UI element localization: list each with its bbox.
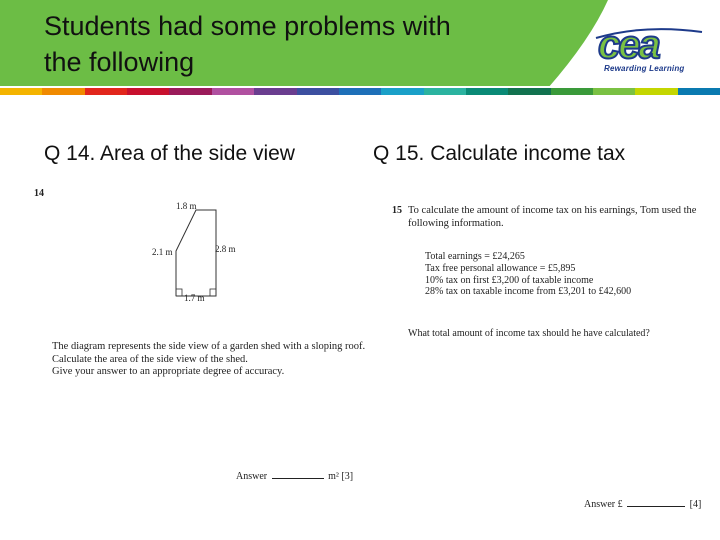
q14-question-text xyxy=(52,341,366,379)
q14-line: Give your answer to an appropriate degree of accuracy. xyxy=(52,366,285,377)
q14-answer-marks: [3] xyxy=(341,471,354,482)
stripe-segment xyxy=(551,88,593,95)
q15-question-text: What total amount of income tax should he have calculated? xyxy=(408,328,650,339)
q15-answer-line xyxy=(584,497,701,510)
stripe-segment xyxy=(42,88,84,95)
q14-answer-line xyxy=(236,469,353,482)
q14-line: The diagram represents the side view of a garden shed with a sloping roof. xyxy=(52,341,366,352)
q15-intro-line: following information. xyxy=(408,217,504,229)
q15-answer-blank xyxy=(627,497,685,507)
q14-answer-blank xyxy=(272,469,324,479)
q14-answer-unit: m² xyxy=(328,471,339,482)
dim-right-label: 2.8 m xyxy=(215,244,236,254)
dim-left-label: 2.1 m xyxy=(152,247,173,257)
q14-answer-label: Answer xyxy=(236,471,268,482)
stripe-segment xyxy=(466,88,508,95)
q15-answer-marks: [4] xyxy=(689,499,702,510)
logo-tagline: Rewarding Learning xyxy=(604,64,685,73)
q15-info-item: 28% tax on taxable income from £3,201 to £42,600 xyxy=(425,286,632,298)
q15-intro-line: To calculate the amount of income tax on his earnings, Tom used the xyxy=(408,205,697,216)
page-title: Students had some problems with the following xyxy=(44,11,451,77)
stripe-segment xyxy=(593,88,635,95)
stripe-segment xyxy=(297,88,339,95)
stripe-segment xyxy=(508,88,550,95)
stripe-segment xyxy=(678,88,720,95)
stripe-segment xyxy=(212,88,254,95)
q15-heading: Q 15. Calculate income tax xyxy=(373,142,626,165)
q15-info-item: Total earnings = £24,265 xyxy=(425,251,525,262)
color-stripe xyxy=(0,88,720,95)
dim-top-label: 1.8 m xyxy=(176,201,197,211)
q15-info-item: 10% tax on first £3,200 of taxable income xyxy=(425,274,594,286)
dim-bottom-label: 1.7 m xyxy=(184,293,205,303)
stripe-segment xyxy=(381,88,423,95)
stripe-segment xyxy=(127,88,169,95)
header-banner xyxy=(0,0,720,88)
q14-heading: Q 14. Area of the side view xyxy=(44,142,295,165)
stripe-segment xyxy=(339,88,381,95)
q15-intro-text xyxy=(408,205,698,230)
stripe-segment xyxy=(85,88,127,95)
stripe-segment xyxy=(254,88,296,95)
q15-number: 15 xyxy=(392,205,402,216)
q15-answer-label: Answer £ xyxy=(584,499,623,510)
q15-info-list xyxy=(425,251,631,298)
stripe-segment xyxy=(169,88,211,95)
q14-number: 14 xyxy=(34,188,44,199)
stripe-segment xyxy=(0,88,42,95)
stripe-segment xyxy=(424,88,466,95)
svg-text:cea: cea xyxy=(598,23,659,67)
stripe-segment xyxy=(635,88,677,95)
q15-info-item: Tax free personal allowance = £5,895 xyxy=(425,262,576,274)
q14-line: Calculate the area of the side view of the shed. xyxy=(52,353,248,365)
